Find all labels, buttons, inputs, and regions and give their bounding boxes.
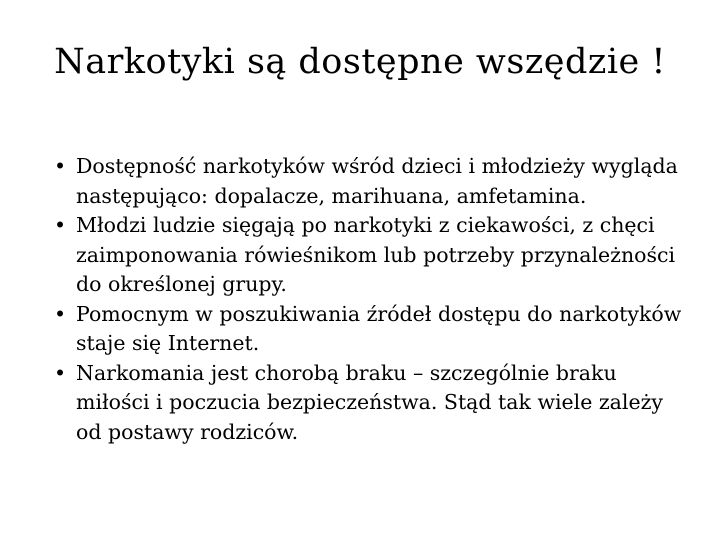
bullet-item-2 xyxy=(50,211,690,300)
bullet-marker: • xyxy=(54,301,67,326)
bullet-marker: • xyxy=(54,213,67,237)
bullet-text: Młodzi ludzie sięgają po narkotyki z ciekawości, z chęci zaimponowania rówieśnikom lub potrzeby przynależności do określonej grupy. xyxy=(76,213,676,296)
bullet-item-3 xyxy=(50,300,690,359)
bullet-text: Dostępność narkotyków wśród dzieci i młodzieży wygląda następująco: dopalacze, marihuana, amfetamina. xyxy=(76,154,678,208)
bullet-marker: • xyxy=(54,360,67,385)
bullet-list xyxy=(50,152,690,447)
bullet-marker: • xyxy=(54,154,67,178)
bullet-item-1 xyxy=(50,152,690,211)
bullet-item-4 xyxy=(50,359,690,448)
slide-title: Narkotyki są dostępne wszędzie ! xyxy=(54,42,666,82)
bullet-text: Narkomania jest chorobą braku – szczególnie braku miłości i poczucia bezpieczeństwa. Stąd tak wiele zależy od postawy rodziców. xyxy=(76,360,663,444)
bullet-text: Pomocnym w poszukiwania źródeł dostępu do narkotyków staje się Internet. xyxy=(76,301,682,355)
